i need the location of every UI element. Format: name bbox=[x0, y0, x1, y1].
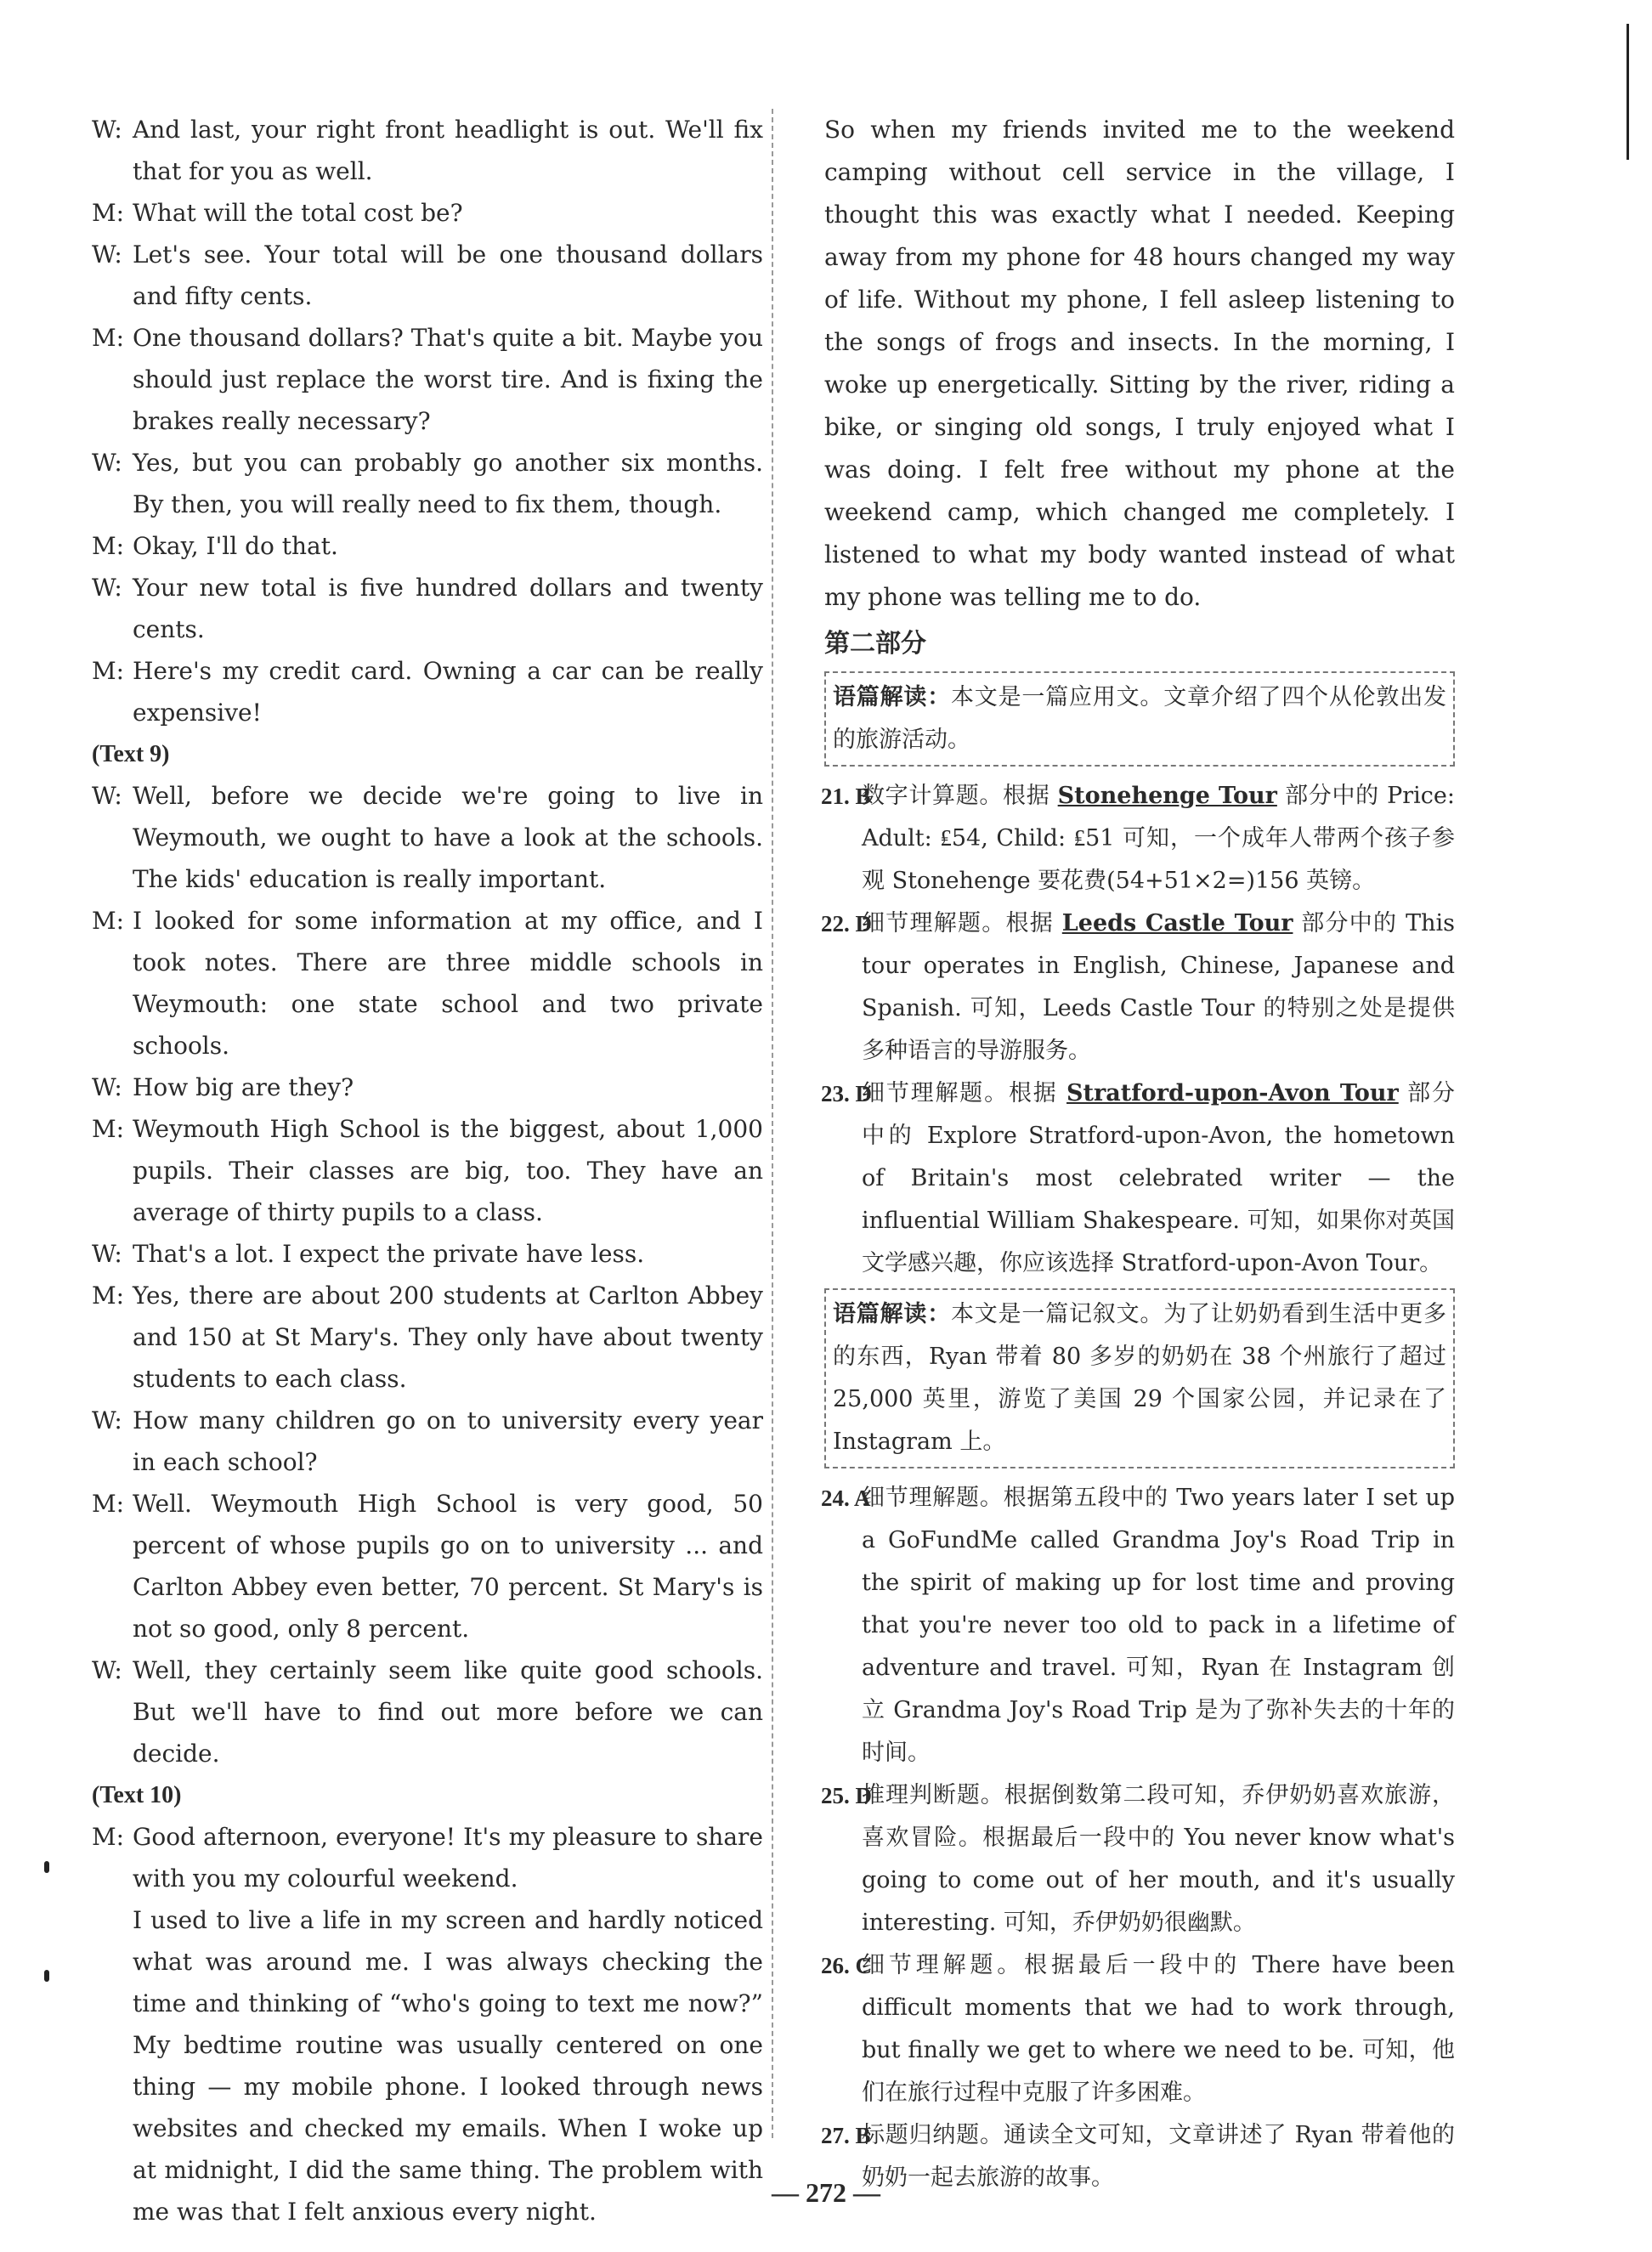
summary-text: 本文是一篇应用文。文章介绍了四个从伦敦出发的旅游活动。 bbox=[833, 684, 1446, 753]
utterance: And last, your right front headlight is out. We'll fix that for you as well. bbox=[133, 116, 763, 185]
utterance: That's a lot. I expect the private have less. bbox=[133, 1240, 645, 1268]
speaker: M: bbox=[92, 1115, 125, 1143]
answer-text: 细节理解题。根据 bbox=[862, 910, 1062, 936]
answer-26 bbox=[821, 1944, 1455, 2114]
dialogue-turn bbox=[92, 1233, 763, 1275]
speaker: W: bbox=[92, 1406, 122, 1434]
dialogue-turn bbox=[92, 109, 763, 192]
speaker: M: bbox=[92, 532, 125, 560]
answer-23 bbox=[821, 1072, 1455, 1285]
dialogue-turn bbox=[92, 1067, 763, 1108]
text9-label: (Text 9) bbox=[92, 741, 170, 767]
section-ref: Stonehenge Tour bbox=[1057, 783, 1277, 809]
utterance: Let's see. Your total will be one thousand dollars and fifty cents. bbox=[133, 240, 763, 310]
dialogue-turn bbox=[92, 900, 763, 1067]
text10-label: (Text 10) bbox=[92, 1782, 182, 1808]
speaker: W: bbox=[92, 1656, 122, 1684]
dialogue-turn bbox=[92, 1816, 763, 1899]
part-title: 第二部分 bbox=[824, 629, 926, 659]
utterance: One thousand dollars? That's quite a bit. Maybe you should just replace the worst tire. And is fixing the brakes really necessary? bbox=[133, 324, 763, 435]
speaker: W: bbox=[92, 116, 122, 144]
utterance: Okay, I'll do that. bbox=[133, 532, 338, 560]
answer-number: 25. D bbox=[821, 1783, 872, 1808]
section-ref: Stratford-upon-Avon Tour bbox=[1066, 1080, 1399, 1106]
utterance: Yes, but you can probably go another six months. By then, you will really need to fix them, though. bbox=[133, 449, 763, 518]
margin-mark bbox=[44, 1970, 49, 1982]
answer-number: 27. B bbox=[821, 2123, 871, 2148]
answer-21 bbox=[821, 775, 1455, 902]
passage-summary-box bbox=[824, 671, 1455, 767]
utterance: I looked for some information at my office, and I took notes. There are three middle schools in Weymouth: one state school and two private schools. bbox=[133, 907, 763, 1060]
answer-number: 26. C bbox=[821, 1953, 872, 1978]
answer-number: 24. A bbox=[821, 1485, 871, 1511]
utterance: How many children go on to university every year in each school? bbox=[133, 1406, 763, 1476]
answer-text: 标题归纳题。通读全文可知，文章讲述了 Ryan 带着他的奶奶一起去旅游的故事。 bbox=[862, 2122, 1455, 2191]
utterance: Your new total is five hundred dollars and twenty cents. bbox=[133, 574, 763, 643]
answer-number: 23. D bbox=[821, 1081, 872, 1106]
speaker: M: bbox=[92, 907, 125, 935]
text10-paragraph: I used to live a life in my screen and hardly noticed what was around me. I was always checking the time and thinking of “who's going to text me now?” My bedtime routine was usually centered on one thing — my mobile phone. I looked through news websites and checked my emails. When I woke up at midnight, I did the same thing. The problem with me was that I felt anxious every night. bbox=[133, 1906, 763, 2226]
dialogue-turn bbox=[92, 317, 763, 442]
utterance: Well, they certainly seem like quite good schools. But we'll have to find out more before we can decide. bbox=[133, 1656, 763, 1768]
answer-text: 部分中的 Explore Stratford-upon-Avon, the hometown of Britain's most celebrated writer — the influential William Shakespeare. 可知，如果你对英国文学感兴趣，你应该选择 Stratford-upon-Avon Tour。 bbox=[862, 1080, 1455, 1276]
answer-text: 细节理解题。根据最后一段中的 There have been difficult moments that we had to work through, but finally we get to where we need to be. 可知，他们在旅行过程中克服了许多困难。 bbox=[862, 1952, 1455, 2106]
speaker: W: bbox=[92, 782, 122, 810]
monologue-paragraph: So when my friends invited me to the weekend camping without cell service in the village, I thought this was exactly what I needed. Keeping away from my phone for 48 hours changed my way of life. Without my phone, I fell asleep listening to the songs of frogs and insects. In the morning, I woke up energetically. Sitting by the river, riding a bike, or singing old songs, I truly enjoyed what I was doing. I felt free without my phone at the weekend camp, which changed me completely. I listened to what my body wanted instead of what my phone was telling me to do. bbox=[824, 116, 1455, 611]
answer-text: 细节理解题。根据 bbox=[862, 1080, 1067, 1106]
speaker: M: bbox=[92, 657, 125, 685]
utterance: How big are they? bbox=[133, 1073, 354, 1101]
summary-label: 语篇解读： bbox=[833, 1301, 951, 1327]
column-divider bbox=[772, 109, 773, 2138]
utterance: Good afternoon, everyone! It's my pleasure to share with you my colourful weekend. bbox=[133, 1823, 763, 1893]
summary-text: 本文是一篇记叙文。为了让奶奶看到生活中更多的东西，Ryan 带着 80 多岁的奶奶在 38 个州旅行了超过 25,000 英里，游览了美国 29 个国家公园，并记录在了 Instagram 上。 bbox=[833, 1301, 1446, 1455]
answer-number: 21. B bbox=[821, 784, 871, 809]
answer-text: 部分中的 Price: Adult: ₤54, Child: ₤51 可知，一个成年人带两个孩子参观 Stonehenge 要花费(54+51×2=)156 英镑。 bbox=[862, 783, 1455, 894]
speaker: M: bbox=[92, 199, 125, 227]
dialogue-turn bbox=[92, 567, 763, 650]
speaker: W: bbox=[92, 449, 122, 477]
dialogue-turn bbox=[92, 1108, 763, 1233]
margin-mark bbox=[44, 1861, 49, 1873]
dialogue-turn bbox=[92, 1483, 763, 1649]
utterance: What will the total cost be? bbox=[133, 199, 463, 227]
utterance: Yes, there are about 200 students at Carlton Abbey and 150 at St Mary's. They only have about twenty students to each class. bbox=[133, 1282, 763, 1393]
dialogue-text8 bbox=[92, 109, 763, 733]
dialogue-turn bbox=[92, 775, 763, 900]
right-column bbox=[821, 109, 1455, 2199]
speaker: M: bbox=[92, 324, 125, 352]
answer-text: 部分中的 This tour operates in English, Chinese, Japanese and Spanish. 可知，Leeds Castle Tour 的特别之处是提供多种语言的导游服务。 bbox=[862, 910, 1455, 1064]
answer-22 bbox=[821, 902, 1455, 1072]
dialogue-turn bbox=[92, 525, 763, 567]
dialogue-turn bbox=[92, 650, 763, 733]
speaker: M: bbox=[92, 1823, 125, 1851]
dialogue-turn bbox=[92, 1275, 763, 1400]
section-ref: Leeds Castle Tour bbox=[1061, 910, 1293, 936]
speaker: W: bbox=[92, 1240, 122, 1268]
utterance: Weymouth High School is the biggest, about 1,000 pupils. Their classes are big, too. They have an average of thirty pupils to a class. bbox=[133, 1115, 763, 1226]
speaker: W: bbox=[92, 1073, 122, 1101]
answer-24 bbox=[821, 1477, 1455, 1774]
utterance: Here's my credit card. Owning a car can be really expensive! bbox=[133, 657, 763, 727]
answer-text: 推理判断题。根据倒数第二段可知，乔伊奶奶喜欢旅游，喜欢冒险。根据最后一段中的 You never know what's going to come out of her mouth, and it's usually interesting. 可知，乔伊奶奶很幽默。 bbox=[862, 1782, 1455, 1936]
dialogue-turn bbox=[92, 1400, 763, 1483]
answer-25 bbox=[821, 1774, 1455, 1944]
dialogue-turn bbox=[92, 442, 763, 525]
dialogue-text9 bbox=[92, 775, 763, 1774]
dialogue-turn bbox=[92, 234, 763, 317]
top-margin-line bbox=[1627, 24, 1629, 160]
dialogue-turn bbox=[92, 1649, 763, 1774]
utterance: Well, before we decide we're going to live in Weymouth, we ought to have a look at the schools. The kids' education is really important. bbox=[133, 782, 763, 893]
speaker: M: bbox=[92, 1490, 125, 1518]
summary-label: 语篇解读： bbox=[833, 684, 951, 710]
utterance: Well. Weymouth High School is very good, 50 percent of whose pupils go on to university ... and Carlton Abbey even better, 70 percent. St Mary's is not so good, only 8 percent. bbox=[133, 1490, 763, 1643]
speaker: M: bbox=[92, 1282, 125, 1310]
speaker: W: bbox=[92, 240, 122, 269]
speaker: W: bbox=[92, 574, 122, 602]
answer-text: 数字计算题。根据 bbox=[862, 783, 1058, 809]
answer-text: 细节理解题。根据第五段中的 Two years later I set up a GoFundMe called Grandma Joy's Road Trip in the spirit of making up for lost time and proving that you're never too old to pack in a lifetime of adventure and travel. 可知，Ryan 在 Instagram 创立 Grandma Joy's Road Trip 是为了弥补失去的十年的时间。 bbox=[862, 1485, 1455, 1766]
page-number: — 272 — bbox=[772, 2177, 880, 2208]
answer-number: 22. D bbox=[821, 911, 872, 936]
dialogue-turn bbox=[92, 192, 763, 234]
left-column bbox=[92, 109, 763, 2232]
passage-summary-box bbox=[824, 1288, 1455, 1468]
